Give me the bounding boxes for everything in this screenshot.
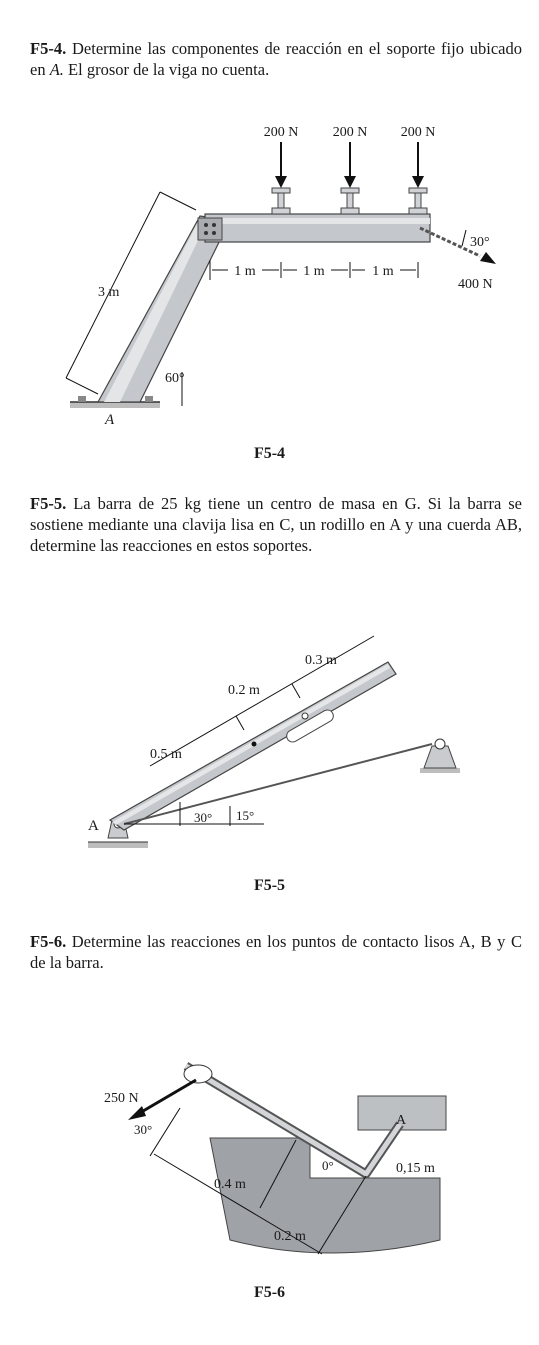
force-400-label: 400 N: [458, 277, 493, 292]
load-arrows: [275, 142, 424, 188]
problem-id: F5-5.: [30, 494, 67, 513]
joint-plate: [198, 218, 222, 240]
dimension-label-2: 0.2 m: [228, 683, 260, 698]
center-of-mass: [252, 742, 257, 747]
angle-30-label: 30°: [134, 1122, 153, 1137]
force-label: 250 N: [104, 1091, 139, 1106]
angle-0-label: 0°: [322, 1158, 334, 1173]
caption-f5-4: F5-4: [253, 445, 286, 462]
angle-15-label: 15°: [236, 808, 255, 823]
point-label: A.: [49, 60, 64, 79]
caption-f5-5: F5-5: [253, 877, 286, 894]
dimension-label-1: 0.4 m: [214, 1177, 246, 1192]
dimension-label-2: 0.2 m: [274, 1229, 306, 1244]
span-label-1: 1 m: [234, 264, 256, 279]
problem-id: F5-4.: [30, 39, 67, 58]
point-a-label: A: [105, 412, 115, 428]
load-label-2: 200 N: [332, 125, 368, 140]
point-a-label: A: [396, 1113, 407, 1128]
figure-f5-6: [0, 1040, 539, 1280]
problem-f5-6-text: [30, 931, 522, 973]
load-label-3: 200 N: [400, 125, 436, 140]
load-label-1: 200 N: [263, 125, 299, 140]
problem-f5-4-text: [30, 38, 522, 80]
dimension-label-1: 0.3 m: [305, 653, 337, 668]
span-label-3: 1 m: [372, 264, 394, 279]
hand: [184, 1065, 212, 1083]
container: [210, 1138, 440, 1253]
problem-statement: Determine las componentes de reacción en el soporte fijo ubicado en: [30, 39, 522, 79]
dimension-label-3: 0.5 m: [150, 747, 182, 762]
problem-id: F5-6.: [30, 932, 67, 951]
figure-f5-5: [0, 620, 539, 870]
force-arrow: [138, 1080, 196, 1114]
problem-statement-2: El grosor de la viga no cuenta.: [68, 60, 270, 79]
span-label-2: 1 m: [303, 264, 325, 279]
problem-statement: Determine las reacciones en los puntos de contacto lisos A, B y C de la barra.: [30, 932, 523, 972]
figure-f5-4: [0, 110, 539, 440]
caption-f5-6: F5-6: [253, 1284, 286, 1301]
problem-f5-5-text: [30, 493, 522, 556]
length-label: 3 m: [98, 285, 120, 300]
ground-a: [88, 842, 148, 848]
angle-60-label: 60°: [165, 371, 185, 386]
angle-30-label: 30°: [194, 810, 213, 825]
angle-30-label: 30°: [470, 235, 490, 250]
point-a-label: A: [88, 818, 99, 834]
force-arrow-400: [480, 252, 496, 264]
dimension-label-3: 0,15 m: [396, 1161, 435, 1176]
ground: [70, 402, 160, 408]
problem-statement: La barra de 25 kg tiene un centro de masa en G. Si la barra se sostiene mediante una clavija lisa en C, un rodillo en A y una cuerda AB, determine las reacciones en estos soportes.: [30, 494, 522, 555]
